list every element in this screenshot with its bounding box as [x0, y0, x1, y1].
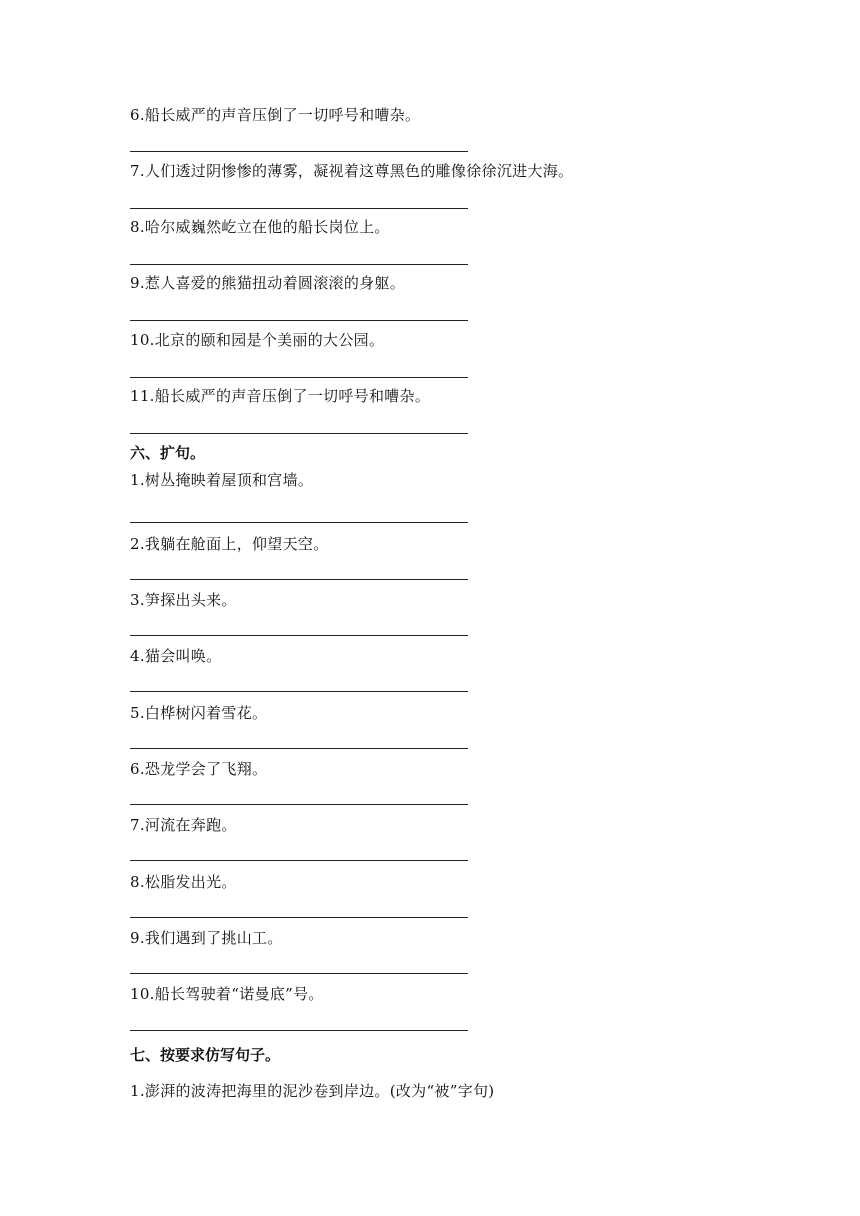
answer-line[interactable]	[130, 208, 468, 209]
question-item: 9.我们遇到了挑山工。	[130, 929, 283, 947]
question-item: 10.船长驾驶着“诺曼底”号。	[130, 985, 324, 1003]
answer-line[interactable]	[130, 635, 468, 636]
question-item: 2.我躺在舱面上，仰望天空。	[130, 535, 329, 553]
question-item: 8.哈尔威巍然屹立在他的船长岗位上。	[130, 218, 390, 236]
answer-line[interactable]	[130, 1030, 468, 1031]
question-item: 10.北京的颐和园是个美丽的大公园。	[130, 331, 385, 349]
answer-line[interactable]	[130, 748, 468, 749]
question-item: 5.白桦树闪着雪花。	[130, 704, 268, 722]
answer-line[interactable]	[130, 377, 468, 378]
answer-line[interactable]	[130, 579, 468, 580]
question-item: 3.笋探出头来。	[130, 591, 237, 609]
answer-line[interactable]	[130, 264, 468, 265]
question-item: 6.船长威严的声音压倒了一切呼号和嘈杂。	[130, 106, 421, 124]
question-item: 8.松脂发出光。	[130, 873, 237, 891]
question-item: 7.人们透过阴惨惨的薄雾，凝视着这尊黑色的雕像徐徐沉进大海。	[130, 162, 574, 180]
answer-line[interactable]	[130, 973, 468, 974]
question-item: 7.河流在奔跑。	[130, 816, 237, 834]
answer-line[interactable]	[130, 320, 468, 321]
question-item: 11.船长威严的声音压倒了一切呼号和嘈杂。	[130, 387, 431, 405]
section-heading: 六、扩句。	[130, 444, 206, 462]
question-item: 1.澎湃的波涛把海里的泥沙卷到岸边。(改为“被”字句)	[130, 1082, 495, 1100]
answer-line[interactable]	[130, 804, 468, 805]
answer-line[interactable]	[130, 433, 468, 434]
answer-line[interactable]	[130, 860, 468, 861]
question-item: 4.猫会叫唤。	[130, 647, 222, 665]
question-item: 9.惹人喜爱的熊猫扭动着圆滚滚的身躯。	[130, 274, 406, 292]
question-item: 1.树丛掩映着屋顶和宫墙。	[130, 471, 314, 489]
section-heading: 七、按要求仿写句子。	[130, 1046, 281, 1064]
answer-line[interactable]	[130, 691, 468, 692]
answer-line[interactable]	[130, 151, 468, 152]
answer-line[interactable]	[130, 917, 468, 918]
question-item: 6.恐龙学会了飞翔。	[130, 760, 268, 778]
answer-line[interactable]	[130, 522, 468, 523]
